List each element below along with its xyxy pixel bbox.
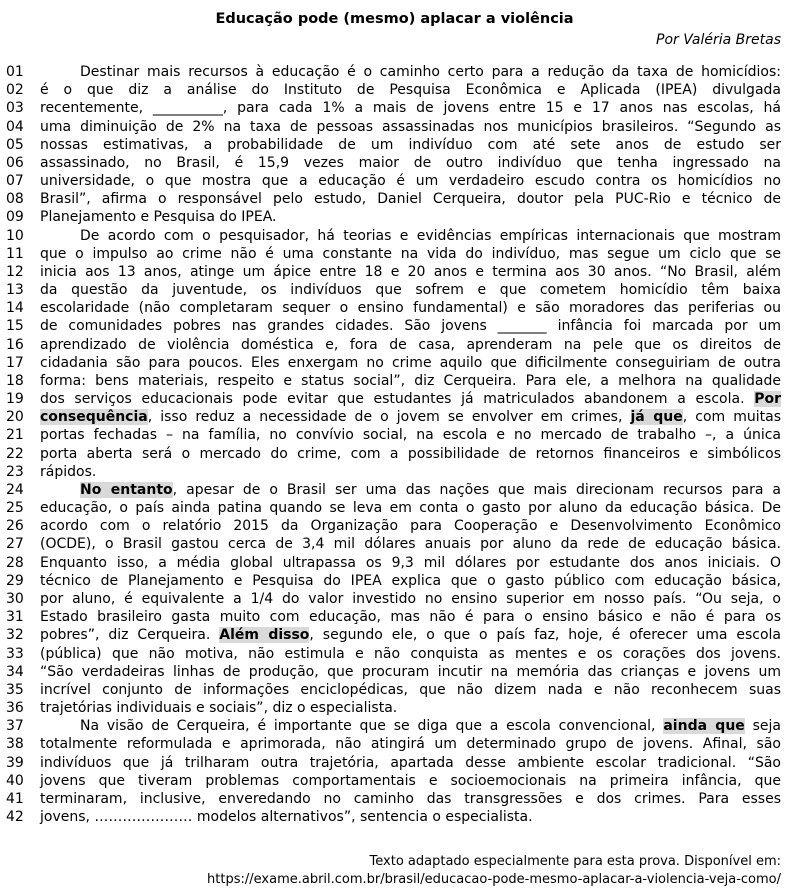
line-text bbox=[40, 408, 781, 426]
text-line bbox=[6, 63, 781, 81]
line-text bbox=[40, 299, 781, 317]
line-number: 15 bbox=[6, 318, 24, 335]
line-number: 19 bbox=[6, 391, 24, 408]
text-segment: (OCDE), o Brasil gastou cerca de 3,4 mil dólares anuais por aluno da rede de educação básica. bbox=[40, 536, 781, 553]
text-line bbox=[6, 445, 781, 463]
highlighted-connective: Por bbox=[754, 391, 781, 408]
line-number: 40 bbox=[6, 772, 24, 789]
line-text bbox=[40, 499, 781, 517]
line-number: 28 bbox=[6, 554, 24, 571]
line-number: 33 bbox=[6, 645, 24, 662]
line-text bbox=[40, 481, 781, 499]
line-text bbox=[40, 445, 781, 463]
line-number: 30 bbox=[6, 590, 24, 607]
text-line bbox=[6, 81, 781, 99]
article-title: Educação pode (mesmo) aplacar a violência bbox=[215, 11, 574, 27]
text-segment: (pública) que não motiva, não estimula e não conquista as mentes e os corações dos jovens. bbox=[40, 645, 781, 662]
line-text bbox=[40, 663, 781, 681]
text-segment: pobres”, diz Cerqueira. bbox=[40, 627, 220, 644]
text-line bbox=[6, 281, 781, 299]
text-segment: Destinar mais recursos à educação é o caminho certo para a redução da taxa de homicídios: bbox=[80, 64, 781, 80]
line-text bbox=[40, 372, 781, 390]
line-number: 14 bbox=[6, 300, 24, 317]
line-number: 41 bbox=[6, 790, 24, 807]
text-line bbox=[6, 626, 781, 644]
text-line bbox=[6, 172, 781, 190]
text-segment: da questão da juventude, os indivíduos que sofrem e que cometem homicídio têm baixa bbox=[40, 282, 781, 299]
text-segment: rápidos. bbox=[40, 463, 97, 480]
text-line bbox=[6, 645, 781, 663]
text-line bbox=[6, 354, 781, 372]
text-segment: Estado brasileiro gasta muito com educação, mas não é para o ensino básico e não é para os bbox=[40, 609, 781, 626]
line-text bbox=[40, 645, 781, 663]
line-number: 21 bbox=[6, 427, 24, 444]
text-segment: é o que diz a análise do Instituto de Pesquisa Econômica e Aplicada (IPEA) divulgada bbox=[40, 82, 781, 99]
source-note: Texto adaptado especialmente para esta prova. Disponível em: bbox=[369, 854, 781, 869]
highlighted-connective: consequência bbox=[40, 409, 148, 426]
text-line bbox=[6, 554, 781, 572]
article-author: Por Valéria Bretas bbox=[656, 32, 781, 48]
text-segment: forma: bens materiais, respeito e status social”, diz Cerqueira. Para ele, a melhora na qualidade bbox=[40, 372, 781, 389]
text-segment: , com muitas bbox=[682, 409, 781, 426]
text-line bbox=[6, 317, 781, 335]
text-line bbox=[6, 299, 781, 317]
text-segment: assassinado, no Brasil, é 15,9 vezes maior de outro indivíduo que tenha ingressado na bbox=[40, 154, 781, 171]
highlighted-connective: Além disso bbox=[219, 627, 310, 644]
line-number: 12 bbox=[6, 263, 24, 280]
text-line bbox=[6, 608, 781, 626]
line-text bbox=[40, 208, 781, 226]
text-segment: , isso reduz a necessidade de o jovem se envolver em crimes, bbox=[147, 409, 631, 426]
text-segment: De acordo com o pesquisador, há teorias e evidências empíricas internacionais que mostram bbox=[80, 227, 781, 244]
line-text bbox=[40, 735, 781, 753]
line-text bbox=[40, 317, 781, 335]
text-segment: acordo com o relatório 2015 da Organização para Cooperação e Desenvolvimento Econômico bbox=[40, 518, 781, 535]
line-number: 09 bbox=[6, 209, 24, 226]
line-number: 38 bbox=[6, 736, 24, 753]
line-text bbox=[40, 790, 781, 808]
text-segment: Enquanto isso, a média global ultrapassa os 9,3 mil dólares por estudante dos anos iniciais. O bbox=[40, 554, 781, 571]
line-text bbox=[40, 808, 781, 826]
line-number: 06 bbox=[6, 154, 24, 171]
line-number: 04 bbox=[6, 118, 24, 135]
line-text bbox=[40, 190, 781, 208]
text-segment: porta aberta será o mercado do crime, com a possibilidade de retornos financeiros e simbólicos bbox=[40, 445, 781, 462]
text-segment: universidade, o que mostra que a educação é um verdadeiro escudo contra os homicídios no bbox=[40, 173, 781, 190]
text-segment: uma diminuição de 2% na taxa de pessoas assassinadas nos municípios brasileiros. “Segundo as bbox=[40, 118, 781, 135]
text-line bbox=[6, 190, 781, 208]
line-text bbox=[40, 118, 781, 136]
text-segment: indivíduos que já trilharam outra trajetória, apartada desse ambiente escolar tradicional. “São bbox=[40, 754, 781, 771]
line-number: 24 bbox=[6, 481, 24, 498]
line-number: 17 bbox=[6, 354, 24, 371]
line-text bbox=[40, 463, 781, 481]
text-segment: técnico de Planejamento e Pesquisa do IPEA explica que o gasto público com educação básica, bbox=[40, 572, 781, 589]
source-url: https://exame.abril.com.br/brasil/educacao-pode-mesmo-aplacar-a-violencia-veja-como/ bbox=[207, 872, 781, 887]
line-number: 39 bbox=[6, 754, 24, 771]
line-text bbox=[40, 626, 781, 644]
text-segment: cidadania são para poucos. Eles enxergam no crime aquilo que dificilmente conseguiriam de outra bbox=[40, 354, 781, 371]
line-text bbox=[40, 354, 781, 372]
text-segment: recentemente, __________, para cada 1% a mais de jovens entre 15 e 17 anos nas escolas, há bbox=[40, 100, 781, 117]
text-line bbox=[6, 408, 781, 426]
line-number: 22 bbox=[6, 445, 24, 462]
highlighted-connective: ainda que bbox=[663, 718, 745, 735]
text-segment: inicia aos 13 anos, atinge um ápice entre 18 e 20 anos e termina aos 30 anos. “No Brasil, além bbox=[40, 263, 781, 280]
text-line bbox=[6, 790, 781, 808]
line-number: 23 bbox=[6, 463, 24, 480]
line-number: 42 bbox=[6, 809, 24, 826]
text-segment: por aluno, é equivalente a 1/4 do valor investido no ensino superior em nosso país. “Ou seja, o bbox=[40, 590, 781, 607]
text-line bbox=[6, 336, 781, 354]
text-segment: , apesar de o Brasil ser uma das nações que mais direcionam recursos para a bbox=[172, 481, 781, 498]
line-text bbox=[40, 517, 781, 535]
line-text bbox=[40, 245, 781, 263]
text-line bbox=[6, 463, 781, 481]
text-line bbox=[6, 118, 781, 136]
line-text bbox=[40, 554, 781, 572]
text-segment: Planejamento e Pesquisa do IPEA. bbox=[40, 209, 277, 226]
line-text bbox=[40, 590, 781, 608]
line-number: 26 bbox=[6, 518, 24, 535]
line-text bbox=[40, 699, 781, 717]
line-text bbox=[40, 608, 781, 626]
text-segment: de comunidades pobres nas grandes cidades. São jovens _______ infância foi marcada por um bbox=[40, 318, 781, 335]
text-segment: nossas estimativas, a probabilidade de um indivíduo com até sete anos de estudo ser bbox=[40, 136, 781, 153]
text-segment: incrível conjunto de informações enciclopédicas, que não dizem nada e não reconhecem suas bbox=[40, 681, 781, 698]
line-number: 16 bbox=[6, 336, 24, 353]
text-segment: “São verdadeiras linhas de produção, que procuram incutir na memória das crianças e jovens um bbox=[40, 663, 781, 680]
line-number: 36 bbox=[6, 700, 24, 717]
text-segment: educação, o país ainda patina quando se leva em conta o gasto por aluno da educação básica. De bbox=[40, 500, 781, 517]
text-segment: Na visão de Cerqueira, é importante que se diga que a escola convencional, bbox=[80, 718, 664, 735]
line-number: 02 bbox=[6, 82, 24, 99]
text-segment: que o impulso ao crime não é uma constante na vida do indivíduo, mas segue um ciclo que se bbox=[40, 245, 781, 262]
line-text bbox=[40, 572, 781, 590]
text-line bbox=[6, 681, 781, 699]
text-line bbox=[6, 372, 781, 390]
text-line bbox=[6, 735, 781, 753]
text-line bbox=[6, 663, 781, 681]
text-segment: jovens, ………………… modelos alternativos”, sentencia o especialista. bbox=[40, 809, 533, 826]
line-text bbox=[40, 390, 781, 408]
text-segment: dos serviços educacionais pode evitar que estudantes já matriculados abandonem a escola. bbox=[40, 391, 755, 408]
line-number: 27 bbox=[6, 536, 24, 553]
line-text bbox=[40, 681, 781, 699]
line-text bbox=[40, 754, 781, 772]
line-text bbox=[40, 281, 781, 299]
text-line bbox=[6, 808, 781, 826]
line-text bbox=[40, 63, 781, 81]
line-text bbox=[40, 227, 781, 245]
text-line bbox=[6, 136, 781, 154]
line-text bbox=[40, 263, 781, 281]
line-text bbox=[40, 426, 781, 444]
line-number: 31 bbox=[6, 609, 24, 626]
text-line bbox=[6, 481, 781, 499]
line-number: 13 bbox=[6, 282, 24, 299]
line-number: 32 bbox=[6, 627, 24, 644]
text-segment: terminaram, inclusive, enveredando no caminho das transgressões e dos crimes. Para esses bbox=[40, 790, 781, 807]
text-line bbox=[6, 390, 781, 408]
line-number: 05 bbox=[6, 136, 24, 153]
line-text bbox=[40, 99, 781, 117]
line-number: 35 bbox=[6, 681, 24, 698]
text-line bbox=[6, 517, 781, 535]
line-text bbox=[40, 772, 781, 790]
text-segment: Brasil”, afirma o responsável pelo estudo, Daniel Cerqueira, doutor pela PUC-Rio e técnico de bbox=[40, 191, 781, 208]
line-text bbox=[40, 336, 781, 354]
text-line bbox=[6, 154, 781, 172]
line-number: 07 bbox=[6, 173, 24, 190]
highlighted-connective: No entanto bbox=[80, 481, 173, 498]
line-text bbox=[40, 136, 781, 154]
text-line bbox=[6, 717, 781, 735]
text-line bbox=[6, 590, 781, 608]
line-text bbox=[40, 81, 781, 99]
source-citation bbox=[207, 853, 781, 889]
line-number: 11 bbox=[6, 245, 24, 262]
line-text bbox=[40, 172, 781, 190]
text-line bbox=[6, 535, 781, 553]
text-line bbox=[6, 99, 781, 117]
text-line bbox=[6, 263, 781, 281]
text-line bbox=[6, 245, 781, 263]
line-number: 08 bbox=[6, 191, 24, 208]
text-line bbox=[6, 426, 781, 444]
text-segment: aprendizado de violência doméstica e, fora de casa, aprenderam na pele que os direitos de bbox=[40, 336, 781, 353]
text-segment: portas fechadas – na família, no convívio social, na escola e no mercado de trabalho –, a única bbox=[40, 427, 781, 444]
text-segment: totalmente reformulada e aprimorada, não atingirá um determinado grupo de jovens. Afinal, são bbox=[40, 736, 781, 753]
text-segment: , segundo ele, o que o país faz, hoje, é oferecer uma escola bbox=[309, 627, 781, 644]
line-text bbox=[40, 717, 781, 735]
line-text bbox=[40, 154, 781, 172]
text-line bbox=[6, 499, 781, 517]
text-line bbox=[6, 572, 781, 590]
line-number: 01 bbox=[6, 64, 24, 80]
text-segment: escolaridade (não completaram sequer o ensino fundamental) e são moradores das periferias ou bbox=[40, 300, 781, 317]
line-number: 18 bbox=[6, 372, 24, 389]
line-number: 34 bbox=[6, 663, 24, 680]
line-number: 25 bbox=[6, 500, 24, 517]
line-number: 20 bbox=[6, 409, 24, 426]
text-line bbox=[6, 772, 781, 790]
line-number: 03 bbox=[6, 100, 24, 117]
numbered-text-body bbox=[6, 63, 781, 826]
text-line bbox=[6, 208, 781, 226]
highlighted-connective: já que bbox=[630, 409, 683, 426]
text-line bbox=[6, 699, 781, 717]
line-number: 29 bbox=[6, 572, 24, 589]
text-segment: jovens que tiveram problemas comportamentais e socioemocionais na primeira infância, que bbox=[40, 772, 781, 789]
text-line bbox=[6, 754, 781, 772]
text-line bbox=[6, 227, 781, 245]
line-number: 37 bbox=[6, 718, 24, 735]
line-number: 10 bbox=[6, 227, 24, 244]
line-text bbox=[40, 535, 781, 553]
text-segment: seja bbox=[744, 718, 782, 735]
text-segment: trajetórias individuais e sociais”, diz o especialista. bbox=[40, 700, 398, 717]
